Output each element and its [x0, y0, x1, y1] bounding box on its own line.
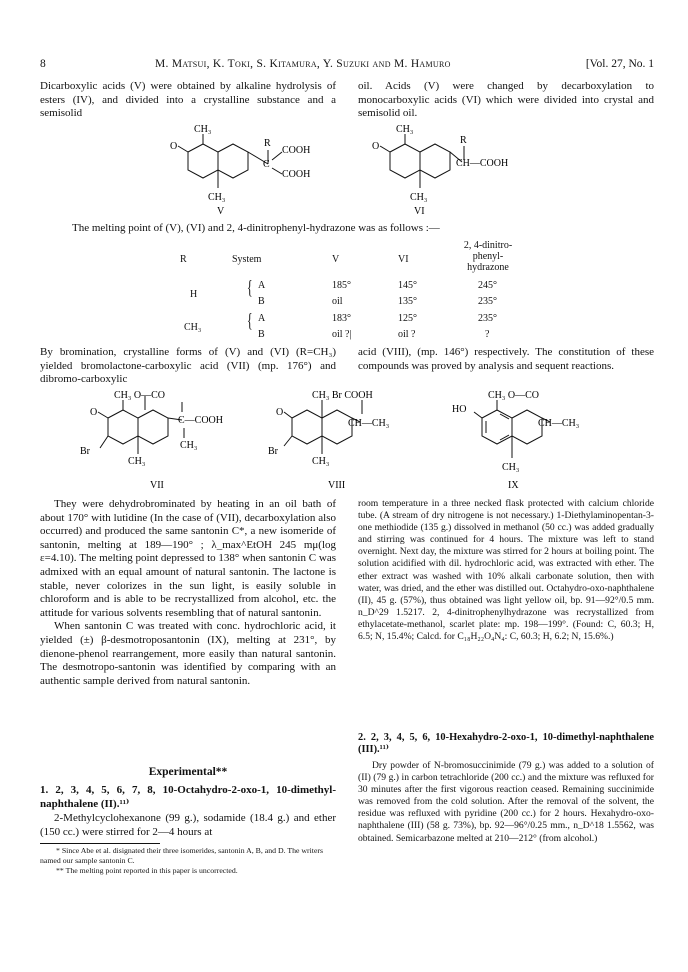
volume-info: [Vol. 27, No. 1 — [585, 58, 654, 70]
structure-viii — [270, 388, 470, 496]
viii-ch3-bottom: CH₃ — [312, 456, 330, 467]
vi-label: VI — [414, 206, 425, 217]
left-paragraph-1: They were dehydrobrominated by heating in an oil bath of about 170° with lutidine (In the case of (VII), decarboxylation also occurred) and produced the same santonin C*, a new isomeride of santonin, melting at 189—190° ; λ_max^EtOH 245 mμ(log ε=4.10). The melting point depressed to 138° when santonin C was admixed with an equal amount of natural santonin. The lactone is stable, never colorizes in the sun light, is easily soluble in chloroform and is able to be recrystallized from alcohol, etc. the attitude for various solvents resembling that of natural santonin. — [40, 498, 336, 619]
v-label: V — [217, 206, 225, 217]
brace-ch3: { — [246, 310, 253, 332]
row-system: A — [258, 280, 266, 291]
vi-oxo: O — [372, 141, 380, 152]
page-number: 8 — [40, 58, 46, 70]
header-vi: VI — [398, 254, 409, 265]
right-column — [358, 498, 654, 643]
item2-paragraph: Dry powder of N-bromosuccinimide (79 g.) was added to a solution of (II) (79 g.) in carbon tetrachloride (200 cc.) and the mixture was refluxed for 30 minutes after the first vigorous reaction ceased. Remaining succinimide was removed from the cold solution. After the removal of the solvent, the residue was refluxed with pyridine (200 cc.) for 2 hours. Hexahydro-oxo-naphthalene (III) (58 g. 73%), bp. 92—96°/0.25 mm., n_D^18 1.5562, was obtained. Semicarbazone melted at 210—212° (from alcohol.) — [358, 760, 654, 844]
v-ch3-top: CH₃ — [194, 124, 212, 135]
brace-h: { — [246, 277, 253, 299]
header-hydrazone: 2, 4-dinitro- phenyl- hydrazone — [463, 240, 513, 273]
left-column — [40, 498, 336, 688]
structure-v — [150, 122, 340, 222]
vii-top: CH₃ O—CO — [114, 390, 165, 401]
row-hydrazone: ? — [485, 329, 490, 340]
bromination-right — [358, 346, 654, 373]
melting-intro-text: The melting point of (V), (VI) and 2, 4-dinitrophenyl-hydrazone was as follows :— — [72, 222, 440, 234]
ix-ch3-bottom: CH₃ — [502, 462, 520, 473]
ix-ho: HO — [452, 404, 467, 415]
bromination-left-paragraph: By bromination, crystalline forms of (V) and (VI) (R=CH₃) yielded bromolactone-carboxylic acid (VII) (mp. 176°) and dibromo-carboxylic — [40, 346, 336, 386]
melting-intro — [72, 222, 632, 236]
viii-label: VIII — [328, 480, 346, 491]
row-v: 183° — [332, 313, 351, 324]
row-vi: oil ? — [398, 329, 416, 340]
footnote-2: ** The melting point reported in this paper is uncorrected. — [56, 866, 238, 875]
viii-oxo: O — [276, 407, 284, 418]
footnote-1: * Since Abe et al. disignated their three isomerides, santonin A, B, and D. The writers named our sample santonin C. — [40, 846, 324, 865]
row-system: B — [258, 296, 265, 307]
header-v: V — [332, 254, 340, 265]
vii-br: Br — [80, 446, 90, 457]
structure-ix — [450, 388, 650, 496]
structure-vi — [362, 122, 562, 222]
row-system: B — [258, 329, 265, 340]
ix-label: IX — [508, 480, 519, 491]
bromination-right-paragraph: acid (VIII), (mp. 146°) respectively. The constitution of these compounds was proved by analysis and sequent reactions. — [358, 346, 654, 372]
v-ch3-bottom: CH₃ — [208, 192, 226, 203]
v-cooh-2: COOH — [282, 169, 311, 180]
vii-oxo: O — [90, 407, 98, 418]
row-vi: 135° — [398, 296, 417, 307]
author-line: M. Matsui, K. Toki, S. Kitamura, Y. Suzuki and M. Hamuro — [155, 58, 451, 70]
item1-text — [40, 812, 336, 839]
viii-br: Br — [268, 446, 278, 457]
row-r-ch3: CH₃ — [184, 322, 202, 333]
v-r-group: R — [264, 138, 271, 149]
footnote-rule — [40, 843, 160, 844]
header-system: System — [232, 254, 262, 265]
v-oxo: O — [170, 141, 178, 152]
row-system: A — [258, 313, 266, 324]
intro-right-text — [358, 80, 654, 121]
bromination-left — [40, 346, 336, 387]
footnotes — [40, 846, 336, 876]
viii-ch-ch3: CH—CH₃ — [348, 418, 390, 429]
intro-left-text — [40, 80, 336, 121]
vi-ch-cooh: CH—COOH — [456, 158, 509, 169]
vii-ch3-bottom: CH₃ — [128, 456, 146, 467]
row-hydrazone: 235° — [478, 313, 497, 324]
header-r: R — [180, 254, 187, 265]
item1-heading — [40, 784, 336, 811]
row-v: oil ?| — [332, 329, 352, 340]
viii-top: CH₃ Br COOH — [312, 390, 373, 401]
vii-label: VII — [150, 480, 164, 491]
intro-left-paragraph: Dicarboxylic acids (V) were obtained by alkaline hydrolysis of esters (IV), and divided into a crystalline substance and a semisolid — [40, 80, 336, 120]
vi-r-group: R — [460, 135, 467, 146]
item1-heading-text: 1. 2, 3, 4, 5, 6, 7, 8, 10-Octahydro-2-oxo-1, 10-dimethyl-naphthalene (II).¹¹⁾ — [40, 784, 336, 810]
row-v: 185° — [332, 280, 351, 291]
row-hydrazone: 235° — [478, 296, 497, 307]
row-v: oil — [332, 296, 343, 307]
ix-top: CH₃ O—CO — [488, 390, 539, 401]
vii-c-cooh: C—COOH — [178, 415, 224, 426]
vi-ch3-bottom: CH₃ — [410, 192, 428, 203]
vii-ch3-right: CH₃ — [180, 440, 198, 451]
v-cooh-1: COOH — [282, 145, 311, 156]
experimental-heading: Experimental** — [148, 766, 228, 778]
row-hydrazone: 245° — [478, 280, 497, 291]
v-carbon: C — [263, 159, 270, 170]
ix-ch-ch3: CH—CH₃ — [538, 418, 580, 429]
item1-paragraph: 2-Methylcyclohexanone (99 g.), sodamide (18.4 g.) and ether (150 cc.) were stirred for 2—4 hours at — [40, 812, 336, 838]
right-paragraph-1: room temperature in a three necked flask protected with calcium chloride tube. (A stream of dry nitrogene is not necessary.) 1-Diethylaminopentan-3-one methiodide (135 g.) dissolved in methanol (50 cc.) was added gradually and stirring was continued for 4 hours. The mixture was left to stand overnight. Next day, the mixture was stirred for 2 hours at boiling point. The solution acidified with dil. hydrochloric acid, was extracted with ether. The ether extract was washed with 10% alkali carbonate solution, then with water, was dried, and the ether was distilled out. Octahydro-oxo-naphthalene (II), 45 g. (57%), thus obtained was light yellow oil, bp. 91—92°/0.5 mm. n_D^29 1.5217. 2, 4-dinitrophenylhydrazone was recrystallized from ethylacetate-methanol, scarlet plate: mp. 198—199°. (Found: C, 60.3; H, 6.5; N, 15.4%; Calcd. for C₁₈H₂₂O₄N₄: C, 60.3; H, 6.2; N, 15.6%.) — [358, 498, 654, 643]
row-r-h: H — [190, 289, 198, 300]
item2-text — [358, 760, 654, 845]
left-paragraph-2: When santonin C was treated with conc. hydrochloric acid, it yielded (±) β-desmotroposantonin (IX), melting at 231°, by dienone-phenol rearrangement, more easily than natural santonin. The desmotropo-santonin was identified by comparing with an authentic sample derived from natural santonin. — [40, 620, 336, 687]
row-vi: 145° — [398, 280, 417, 291]
intro-right-paragraph: oil. Acids (V) were changed by decarboxylation to monocarboxylic acids (VI) which were divided into crystal and semisolid oil. — [358, 80, 654, 120]
item2-heading-text: 2. 2, 3, 4, 5, 6, 10-Hexahydro-2-oxo-1, 10-dimethyl-naphthalene (III).¹¹⁾ — [358, 732, 654, 756]
structure-vii — [70, 388, 270, 496]
row-vi: 125° — [398, 313, 417, 324]
vi-ch3-top: CH₃ — [396, 124, 414, 135]
item2-heading — [358, 732, 654, 756]
